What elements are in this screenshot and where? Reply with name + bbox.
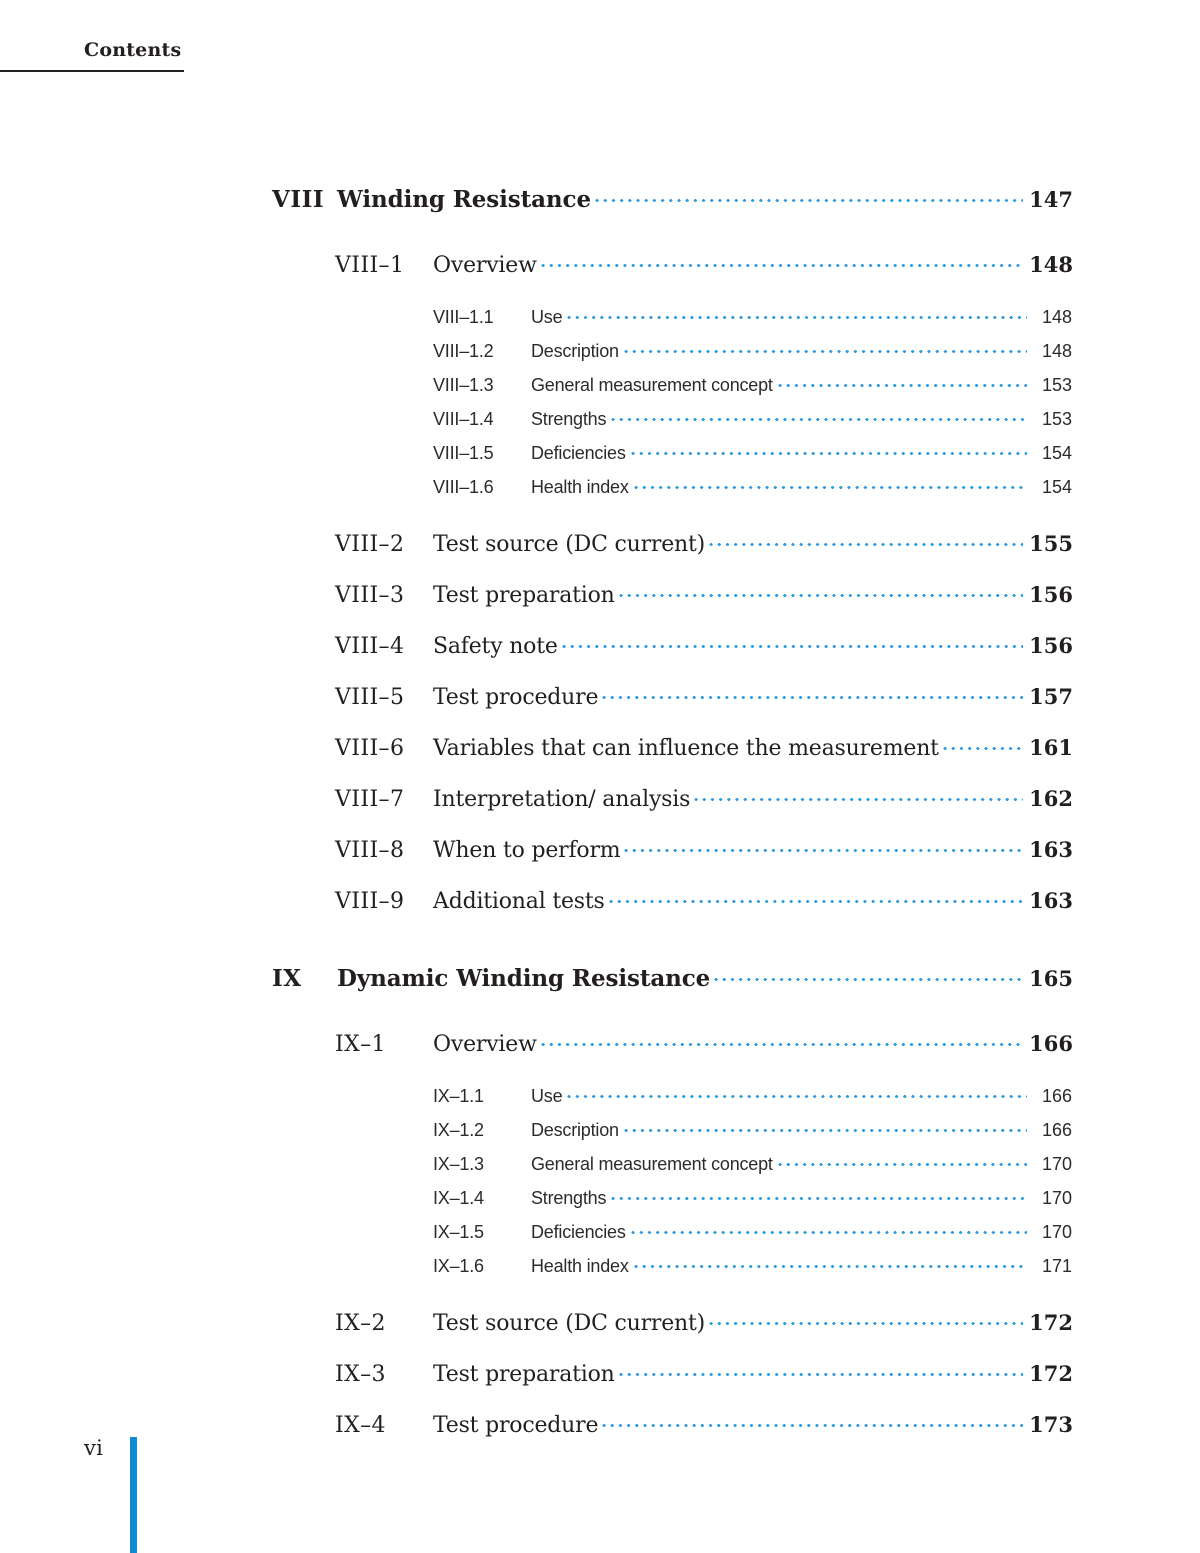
toc-entry-number: IX–1.6 bbox=[433, 1256, 484, 1276]
toc-entry-title: General measurement concept bbox=[531, 375, 773, 395]
leader-dots bbox=[565, 1086, 1027, 1102]
toc-entry-page-number: 170 bbox=[1041, 1222, 1072, 1242]
toc-entry-sub[interactable] bbox=[0, 1256, 1200, 1290]
toc-entry-number: IX–1.5 bbox=[433, 1222, 484, 1242]
toc-entry-number: VIII–5 bbox=[335, 685, 405, 710]
leader-dots bbox=[622, 841, 1023, 857]
toc-entry-page-number: 170 bbox=[1041, 1188, 1072, 1208]
leader-dots bbox=[632, 477, 1027, 493]
toc-entry-number: IX–1.2 bbox=[433, 1120, 484, 1140]
toc-entry-title: Use bbox=[531, 307, 563, 327]
header-rule bbox=[0, 70, 184, 72]
toc-entry-title: Safety note bbox=[433, 634, 558, 659]
leader-dots bbox=[565, 307, 1027, 323]
toc-entry-number: IX–2 bbox=[335, 1311, 386, 1336]
toc-entry-page-number: 156 bbox=[1029, 633, 1073, 658]
page-footer bbox=[0, 1393, 1200, 1553]
leader-dots bbox=[607, 892, 1023, 908]
toc-entry-page-number: 147 bbox=[1029, 187, 1073, 212]
toc-entry-title: Overview bbox=[433, 1032, 537, 1057]
toc-entry-title: Test procedure bbox=[433, 1413, 599, 1438]
toc-entry-sub[interactable] bbox=[0, 477, 1200, 511]
toc-entry-section[interactable] bbox=[0, 837, 1200, 888]
toc-entry-number: IX–1.1 bbox=[433, 1086, 484, 1106]
leader-dots bbox=[622, 341, 1027, 357]
toc-entry-page-number: 148 bbox=[1041, 341, 1072, 361]
leader-dots bbox=[776, 375, 1027, 391]
toc-entry-page-number: 156 bbox=[1029, 582, 1073, 607]
toc-entry-title: Additional tests bbox=[433, 889, 605, 914]
toc-entry-page-number: 172 bbox=[1029, 1361, 1073, 1386]
leader-dots bbox=[539, 256, 1023, 272]
toc-entry-section[interactable] bbox=[0, 582, 1200, 633]
toc-entry-chapter[interactable] bbox=[0, 965, 1200, 1017]
toc-entry-number: VIII–3 bbox=[335, 583, 405, 608]
toc-entry-number: VIII–1.5 bbox=[433, 443, 494, 463]
toc-entry-number: VIII–1.1 bbox=[433, 307, 494, 327]
toc-entry-sub[interactable] bbox=[0, 375, 1200, 409]
toc-entry-page-number: 171 bbox=[1041, 1256, 1072, 1276]
leader-dots bbox=[617, 1365, 1023, 1381]
toc-entry-page-number: 161 bbox=[1029, 735, 1073, 760]
toc-entry-number: IX–4 bbox=[335, 1413, 386, 1438]
toc-entry-page-number: 153 bbox=[1041, 409, 1072, 429]
leader-dots bbox=[692, 790, 1023, 806]
leader-dots bbox=[707, 535, 1023, 551]
toc-entry-title: Variables that can influence the measurement bbox=[433, 736, 939, 761]
toc-entry-sub[interactable] bbox=[0, 1222, 1200, 1256]
toc-entry-title: Deficiencies bbox=[531, 1222, 626, 1242]
toc-entry-number: VIII–9 bbox=[335, 889, 405, 914]
toc-entry-sub[interactable] bbox=[0, 409, 1200, 443]
toc-entry-page-number: 154 bbox=[1041, 443, 1072, 463]
toc-entry-page-number: 163 bbox=[1029, 837, 1073, 862]
toc-entry-page-number: 170 bbox=[1041, 1154, 1072, 1174]
toc-entry-sub[interactable] bbox=[0, 341, 1200, 375]
leader-dots bbox=[941, 739, 1023, 755]
toc-entry-page-number: 155 bbox=[1029, 531, 1073, 556]
toc-entry-section[interactable] bbox=[0, 735, 1200, 786]
toc-entry-page-number: 148 bbox=[1041, 307, 1072, 327]
toc-entry-section[interactable] bbox=[0, 1310, 1200, 1361]
table-of-contents bbox=[0, 186, 1200, 1463]
toc-entry-section[interactable] bbox=[0, 1031, 1200, 1082]
toc-entry-page-number: 148 bbox=[1029, 252, 1073, 277]
toc-entry-title: Use bbox=[531, 1086, 563, 1106]
toc-entry-title: Dynamic Winding Resistance bbox=[337, 965, 711, 992]
toc-entry-title: General measurement concept bbox=[531, 1154, 773, 1174]
toc-entry-title: Strengths bbox=[531, 1188, 607, 1208]
leader-dots bbox=[609, 1188, 1027, 1204]
leader-dots bbox=[617, 586, 1023, 602]
leader-dots bbox=[629, 1222, 1027, 1238]
toc-entry-number: VIII bbox=[272, 186, 325, 213]
toc-entry-page-number: 173 bbox=[1029, 1412, 1073, 1437]
toc-entry-title: Health index bbox=[531, 477, 629, 497]
toc-entry-page-number: 154 bbox=[1041, 477, 1072, 497]
accent-bar bbox=[130, 1437, 137, 1553]
toc-entry-number: IX–1.3 bbox=[433, 1154, 484, 1174]
leader-dots bbox=[707, 1314, 1023, 1330]
toc-entry-page-number: 163 bbox=[1029, 888, 1073, 913]
toc-entry-title: Deficiencies bbox=[531, 443, 626, 463]
leader-dots bbox=[600, 688, 1023, 704]
toc-entry-title: Test preparation bbox=[433, 1362, 615, 1387]
toc-entry-number: IX–1.4 bbox=[433, 1188, 484, 1208]
toc-entry-title: Test source (DC current) bbox=[433, 532, 706, 557]
toc-entry-sub[interactable] bbox=[0, 1188, 1200, 1222]
leader-dots bbox=[609, 409, 1027, 425]
toc-entry-title: Overview bbox=[433, 253, 537, 278]
toc-entry-title: Test source (DC current) bbox=[433, 1311, 706, 1336]
folio-page-number: vi bbox=[84, 1436, 104, 1460]
toc-entry-section[interactable] bbox=[0, 786, 1200, 837]
toc-entry-number: IX bbox=[272, 965, 302, 992]
toc-entry-number: VIII–1.4 bbox=[433, 409, 494, 429]
toc-entry-title: When to perform bbox=[433, 838, 621, 863]
toc-entry-section[interactable] bbox=[0, 531, 1200, 582]
leader-dots bbox=[560, 637, 1023, 653]
leader-dots bbox=[622, 1120, 1027, 1136]
toc-entry-sub[interactable] bbox=[0, 1120, 1200, 1154]
toc-entry-page-number: 166 bbox=[1041, 1120, 1072, 1140]
leader-dots bbox=[593, 191, 1023, 207]
leader-dots bbox=[712, 970, 1023, 986]
toc-entry-number: VIII–4 bbox=[335, 634, 405, 659]
leader-dots bbox=[632, 1256, 1027, 1272]
toc-entry-sub[interactable] bbox=[0, 1154, 1200, 1188]
toc-entry-page-number: 157 bbox=[1029, 684, 1073, 709]
toc-entry-number: VIII–1 bbox=[335, 253, 405, 278]
toc-entry-number: VIII–8 bbox=[335, 838, 405, 863]
toc-entry-sub[interactable] bbox=[0, 307, 1200, 341]
toc-entry-title: Description bbox=[531, 341, 619, 361]
toc-entry-page-number: 165 bbox=[1029, 966, 1073, 991]
leader-dots bbox=[776, 1154, 1027, 1170]
toc-entry-title: Description bbox=[531, 1120, 619, 1140]
leader-dots bbox=[539, 1035, 1023, 1051]
toc-entry-page-number: 162 bbox=[1029, 786, 1073, 811]
toc-entry-section[interactable] bbox=[0, 684, 1200, 735]
toc-entry-number: VIII–1.6 bbox=[433, 477, 494, 497]
running-header bbox=[0, 40, 184, 72]
toc-entry-page-number: 172 bbox=[1029, 1310, 1073, 1335]
toc-entry-number: VIII–1.2 bbox=[433, 341, 494, 361]
toc-entry-page-number: 153 bbox=[1041, 375, 1072, 395]
toc-entry-title: Winding Resistance bbox=[337, 186, 591, 213]
toc-entry-section[interactable] bbox=[0, 888, 1200, 939]
toc-entry-sub[interactable] bbox=[0, 1086, 1200, 1120]
toc-entry-number: IX–3 bbox=[335, 1362, 386, 1387]
toc-entry-chapter[interactable] bbox=[0, 186, 1200, 238]
toc-entry-title: Interpretation/ analysis bbox=[433, 787, 691, 812]
toc-entry-title: Test preparation bbox=[433, 583, 615, 608]
leader-dots bbox=[629, 443, 1027, 459]
toc-entry-number: VIII–1.3 bbox=[433, 375, 494, 395]
toc-entry-title: Health index bbox=[531, 1256, 629, 1276]
toc-entry-number: VIII–7 bbox=[335, 787, 405, 812]
toc-entry-section[interactable] bbox=[0, 633, 1200, 684]
toc-entry-title: Strengths bbox=[531, 409, 607, 429]
page-title: Contents bbox=[84, 39, 182, 61]
toc-entry-sub[interactable] bbox=[0, 443, 1200, 477]
toc-entry-page-number: 166 bbox=[1041, 1086, 1072, 1106]
toc-entry-number: VIII–6 bbox=[335, 736, 405, 761]
toc-entry-number: VIII–2 bbox=[335, 532, 405, 557]
toc-entry-number: IX–1 bbox=[335, 1032, 386, 1057]
toc-entry-title: Test procedure bbox=[433, 685, 599, 710]
toc-entry-section[interactable] bbox=[0, 252, 1200, 303]
toc-entry-page-number: 166 bbox=[1029, 1031, 1073, 1056]
